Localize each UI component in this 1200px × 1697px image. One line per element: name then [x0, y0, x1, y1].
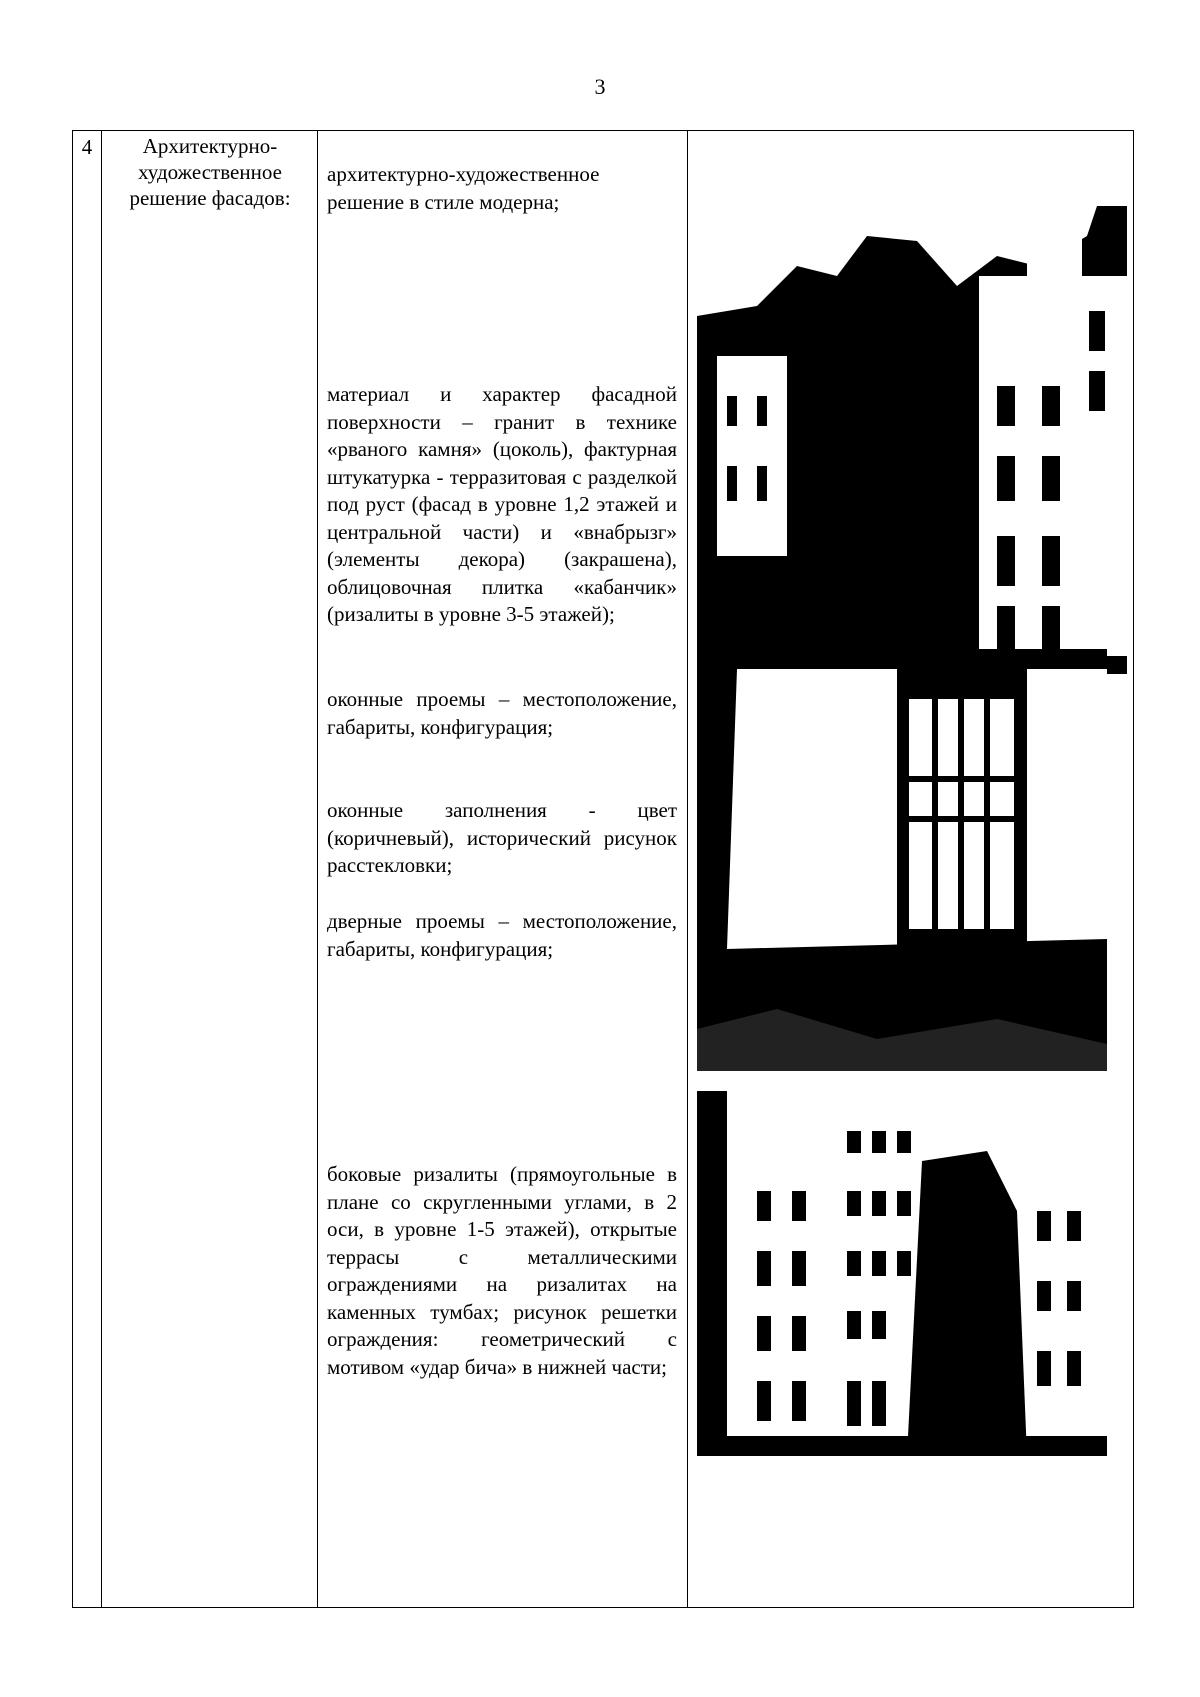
parameter-name: Архитектурно-художественное решение фасадов: [129, 134, 291, 210]
risalit-photo-image [697, 1091, 1107, 1456]
item-material: материал и характер фасадной поверхности – гранит в технике «рваного камня» (цоколь), фактурная штукатурка - терразитовая с разделкой под руст (фасад в уровне 1,2 этажей и центральной части) и «внабрызг» (элементы декора) (закрашена), облицовочная плитка «кабанчик» (ризалиты в уровне 3-5 этажей); [327, 382, 677, 626]
page-number: 3 [594, 74, 606, 99]
column-divider [317, 131, 318, 1607]
item-window-openings: оконные проемы – местоположение, габариты, конфигурация; [327, 687, 677, 739]
door-photo [697, 649, 1107, 1071]
attributes-table [72, 130, 1134, 1608]
item-risalits: боковые ризалиты (прямоугольные в плане со скругленными углами, в 2 оси, в уровне 1-5 этажей), открытые террасы с металлическими ограждениями на ризалитах на каменных тумбах; рисунок решетки ограждения: геометрический с мотивом «удар бича» в нижней части; [327, 1162, 677, 1379]
facade-photo-image [697, 196, 1127, 674]
item-door-openings: дверные проемы – местоположение, габариты, конфигурация; [327, 909, 677, 961]
item-window-fillings: оконные заполнения - цвет (коричневый), исторический рисунок расстекловки; [327, 798, 677, 877]
door-photo-image [697, 649, 1107, 1071]
risalit-photo [697, 1091, 1107, 1456]
column-divider [687, 131, 688, 1607]
row-number: 4 [81, 135, 93, 159]
item-style: архитектурно-художественное решение в стиле модерна; [327, 162, 600, 214]
facade-photo-building [697, 196, 1127, 674]
column-divider [101, 131, 102, 1607]
